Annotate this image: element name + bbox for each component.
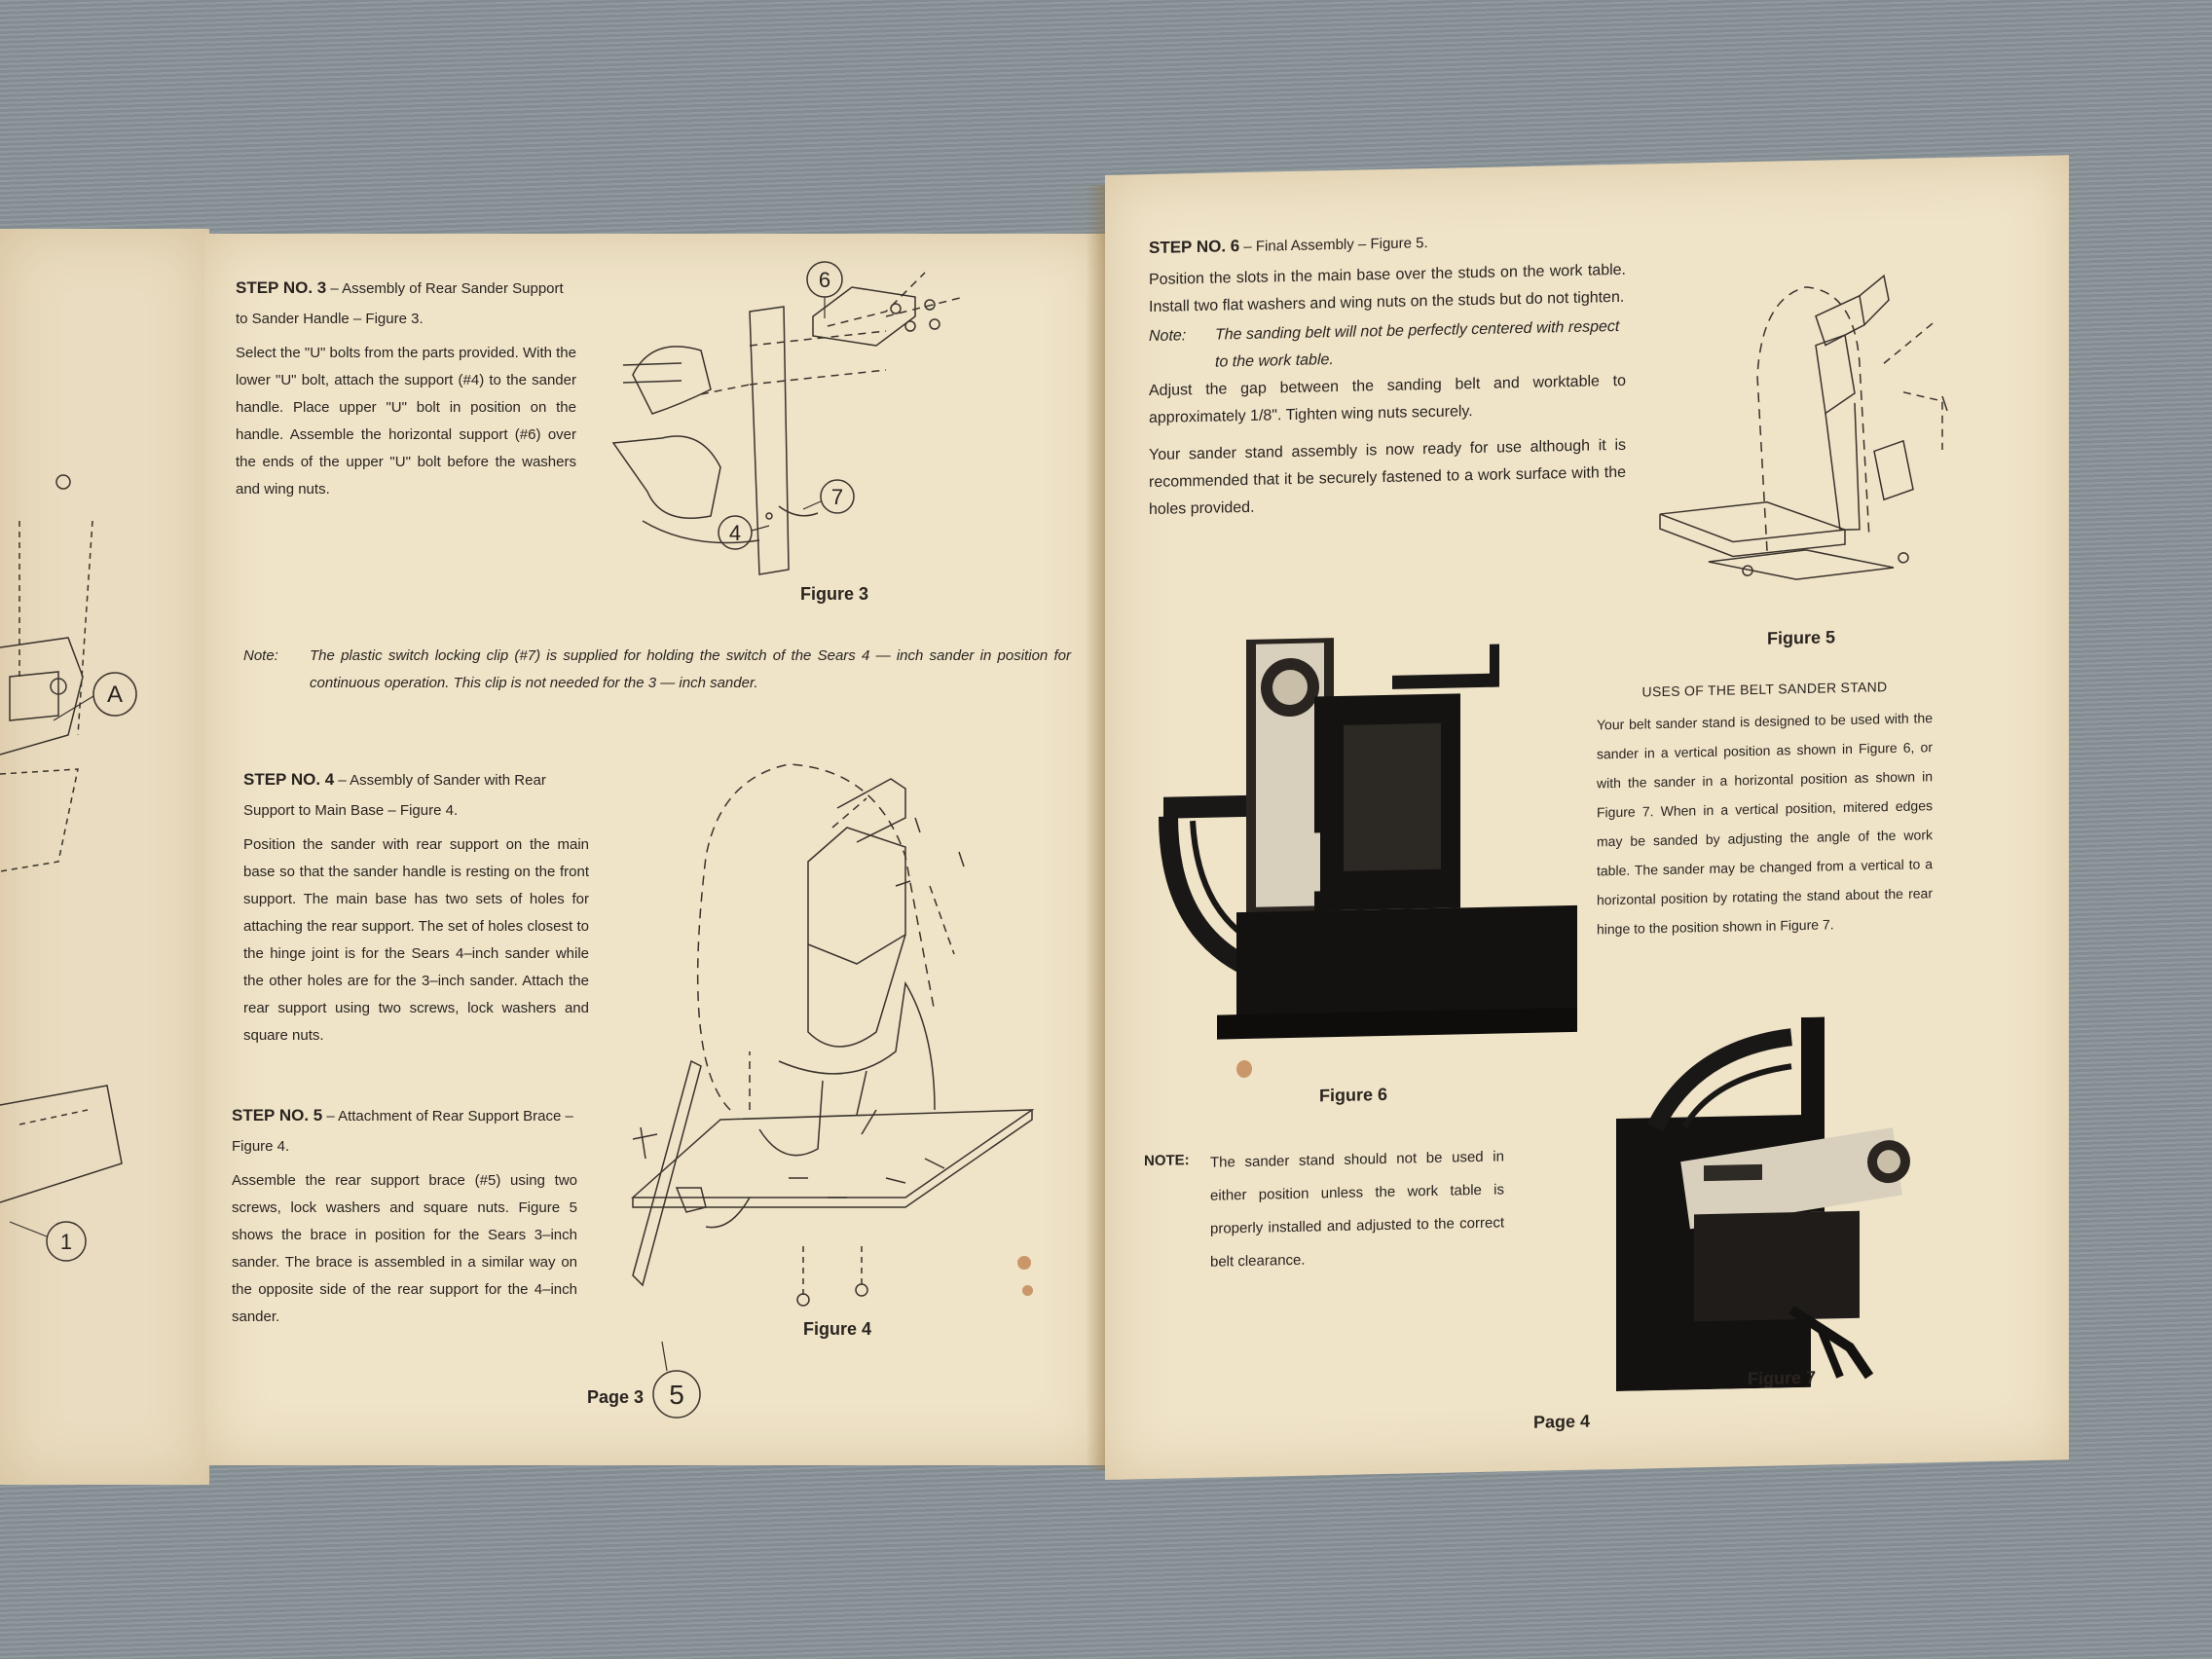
figure-3-callout-6-label: 6 — [818, 268, 831, 292]
edge-drawing — [0, 229, 209, 1485]
figure-3-callout-6 — [807, 262, 842, 318]
figure-5-drawing — [1650, 253, 2020, 592]
figure-6-photo — [1149, 613, 1577, 1051]
step-6-body: Position the slots in the main base over the studs on the work table. Install two flat washers and wing nuts on the studs but do not tighten. — [1149, 262, 1626, 316]
figure-6-caption: Figure 6 — [1319, 1084, 1388, 1106]
step-6-note — [1149, 313, 1626, 378]
figure-4-caption: Figure 4 — [803, 1319, 872, 1339]
uses-heading: USES OF THE BELT SANDER STAND — [1641, 679, 1888, 700]
figure-3-caption: Figure 3 — [800, 584, 869, 604]
page-4 — [1105, 155, 2069, 1480]
step-5-heading — [232, 1100, 577, 1161]
note-clip-text: The plastic switch locking clip (#7) is supplied for holding the switch of the Sears 4 — inch sander in position for continuous operation. This clip is not needed for the 3 — inch sander. — [310, 647, 1071, 691]
stain — [1022, 1285, 1033, 1296]
page-3 — [204, 234, 1105, 1465]
figure-5-caption: Figure 5 — [1767, 627, 1836, 648]
step-3-heading — [236, 273, 576, 334]
figure-3-callout-4-label: 4 — [728, 521, 742, 545]
step-6-note-label: Note: — [1149, 327, 1187, 346]
callout-a — [93, 673, 136, 716]
step-6-ready: Your sander stand assembly is now ready for use although it is recommended that it be securely fastened to a work surface with the holes provided. — [1149, 437, 1626, 519]
step-3-block — [236, 273, 576, 503]
figure-3-callout-7 — [803, 480, 854, 513]
figure-7-image — [1597, 1014, 1967, 1391]
step-4-title: – Assembly of Sander with Rear Support to Main Base – Figure 4. — [243, 772, 546, 820]
figure-4-drawing — [613, 740, 1071, 1490]
figure-6-image — [1149, 613, 1577, 1051]
callout-a-label: A — [106, 682, 124, 708]
step-5-title: – Attachment of Rear Support Brace – Figure 4. — [232, 1108, 573, 1156]
figure-3-callout-7-label: 7 — [830, 485, 844, 509]
warning-text: The sander stand should not be used in either position unless the work table is properly installed and adjusted to the correct belt clearance. — [1210, 1148, 1504, 1271]
stain — [1017, 1256, 1031, 1270]
uses-body: Your belt sander stand is designed to be used with the sander in a vertical position as shown in Figure 6, or with the sander in a horizontal position as shown in Figure 7. When in a vertical position, mitered edges may be sanded by adjusting the angle of the work table. The sander may be changed from a vertical to a horizontal position by rotating the stand about the rear hinge to the position shown in Figure 7. — [1597, 710, 1933, 938]
figure-7-caption: Figure 7 — [1748, 1367, 1817, 1389]
step-6-title: – Final Assembly – Figure 5. — [1239, 235, 1428, 256]
step-5-body: Assemble the rear support brace (#5) using two screws, lock washers and square nuts. Figure 5 shows the brace in position for the Sears 3–inch sander. The brace is assembled in a similar way on the opposite side of the rear support for the 4–inch sander. — [232, 1171, 577, 1325]
step-6-note-text: The sanding belt will not be perfectly centered with respect to the work table. — [1215, 318, 1620, 372]
step-5-label: STEP NO. 5 — [232, 1106, 323, 1124]
stain — [1236, 1060, 1252, 1078]
page-2-edge — [0, 229, 209, 1485]
note-clip-label: Note: — [243, 647, 278, 664]
step-5-block — [232, 1100, 577, 1331]
step-3-body: Select the "U" bolts from the parts provided. With the lower "U" bolt, attach the support (#4) to the sander handle. Place upper "U" bolt in position on the handle. Assemble the horizontal support (#6) over the ends of the upper "U" bolt before the washers and wing nuts. — [236, 344, 576, 498]
callout-1-label: 1 — [59, 1230, 73, 1254]
figure-3-drawing — [594, 258, 1081, 570]
callout-1 — [47, 1222, 86, 1261]
step-6-label: STEP NO. 6 — [1149, 237, 1240, 258]
step-4-block — [243, 764, 589, 1050]
step-6-adjust: Adjust the gap between the sanding belt and worktable to approximately 1/8". Tighten wing nuts securely. — [1149, 373, 1626, 427]
step-3-title: – Assembly of Rear Sander Support to Sander Handle – Figure 3. — [236, 280, 564, 328]
uses-block — [1597, 674, 1933, 943]
step-4-heading — [243, 764, 589, 826]
step-6-block — [1149, 223, 1626, 525]
figure-3-callout-4 — [719, 516, 769, 549]
step-4-body: Position the sander with rear support on the main base so that the sander handle is resting on the front support. The main base has two sets of holes for attaching the rear support. The set of holes closest to the hinge joint is for the Sears 4–inch sander while the other holes are for the 3–inch sander. Attach the rear support using two screws, lock washers and square nuts. — [243, 835, 589, 1044]
step-6-heading — [1149, 223, 1626, 264]
page-4-number: Page 4 — [1533, 1411, 1591, 1432]
figure-4-callout-5-label: 5 — [669, 1380, 684, 1410]
figure-7-photo — [1597, 1014, 1967, 1391]
figure-4-callout-5 — [653, 1342, 700, 1418]
warning-label: NOTE: — [1144, 1152, 1190, 1170]
note-clip — [243, 643, 1071, 697]
step-4-label: STEP NO. 4 — [243, 770, 335, 789]
warning-block — [1144, 1140, 1504, 1280]
page-3-number: Page 3 — [587, 1387, 645, 1407]
step-3-label: STEP NO. 3 — [236, 278, 327, 297]
